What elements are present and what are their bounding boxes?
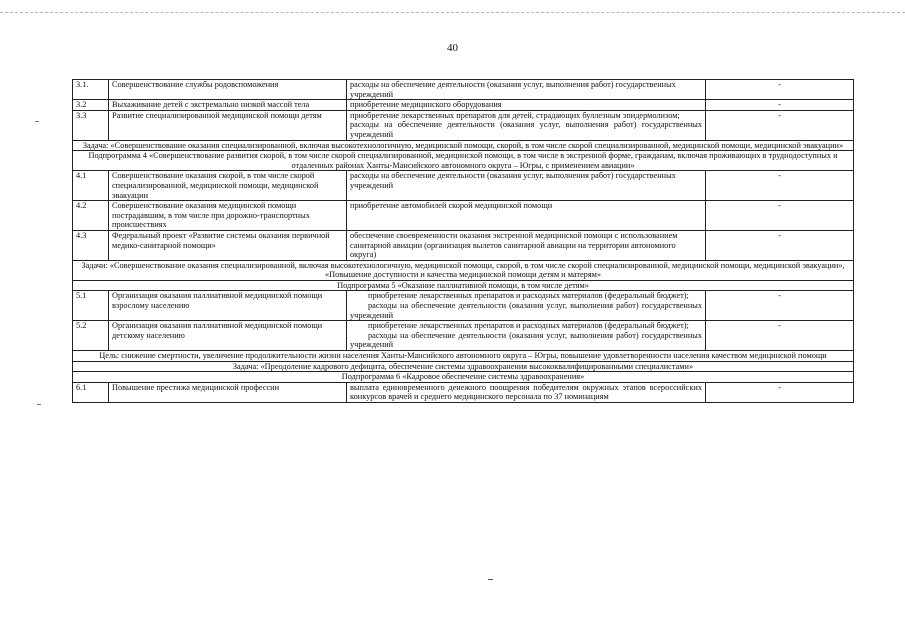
expense-direction [347,382,706,402]
measure-name: Организация оказания паллиативной медицинской помощи взрослому населению [109,291,347,321]
row-number: 5.1 [73,291,109,321]
dash-cell: - [706,201,854,231]
measure-name: Организация оказания паллиативной медицинской помощи детскому населению [109,321,347,351]
expense-direction [347,321,706,351]
table-row [73,201,854,231]
table-row [73,171,854,201]
row-number: 5.2 [73,321,109,351]
dash-cell: - [706,110,854,140]
measure-name: Выхаживание детей с экстремально низкой массой тела [109,100,347,111]
expense-direction [347,100,706,111]
page-number: 40 [447,42,458,54]
expense-item: приобретение лекарственных препаратов для детей, страдающих буллезным эпидермолизом; [350,110,680,120]
scan-top-edge [0,12,905,13]
dash-cell: - [706,100,854,111]
measure-name: Повышение престижа медицинской профессии [109,382,347,402]
program-table [72,79,854,403]
row-number: 4.1 [73,171,109,201]
expense-item: расходы на обеспечение деятельности (оказания услуг, выполнения работ) государственных учреждений [350,120,702,139]
row-number: 6.1 [73,382,109,402]
measure-name: Совершенствование службы родовспоможения [109,80,347,100]
expense-item: расходы на обеспечение деятельности (оказания услуг, выполнения работ) государственных учреждений [350,301,702,320]
row-number: 4.2 [73,201,109,231]
measure-name: Федеральный проект «Развитие системы оказания первичной медико-санитарной помощи» [109,230,347,260]
section-heading: Задачи: «Совершенствование оказания специализированной, включая высокотехнологичную, медицинской помощи, скорой, в том числе скорой специализированной, медицинской помощи, медицинской эвакуации», «Повышение доступности и качества медицинской помощи детям и матерям» [73,260,854,280]
section-row [73,372,854,383]
section-heading: Задача: «Совершенствование оказания специализированной, включая высокотехнологичную, медицинской помощи, скорой, в том числе скорой специализированной, медицинской помощи, медицинской эвакуации» [73,140,854,151]
section-heading: Подпрограмма 6 «Кадровое обеспечение системы здравоохранения» [73,372,854,383]
margin-mark [37,404,41,405]
expense-item: расходы на обеспечение деятельности (оказания услуг, выполнения работ) государственных учреждений [350,171,676,190]
margin-mark [35,121,39,122]
section-heading: Задача: «Преодоление кадрового дефицита, обеспечение системы здравоохранения высококвалифицированными специалистами» [73,361,854,372]
section-row [73,361,854,372]
measure-name: Совершенствование оказания скорой, в том числе скорой специализированной, медицинской помощи, медицинской эвакуации [109,171,347,201]
expense-direction [347,291,706,321]
row-number: 4.3 [73,230,109,260]
expense-direction [347,201,706,231]
expense-direction [347,80,706,100]
expense-item: расходы на обеспечение деятельности (оказания услуг, выполнения работ) государственных учреждений [350,80,676,99]
dash-cell: - [706,230,854,260]
expense-item: приобретение автомобилей скорой медицинской помощи [350,201,553,211]
expense-item: выплата единовременного денежного поощрения победителям окружных этапов всероссийских конкурсов врачей и среднего медицинского персонала по 37 номинациям [350,382,702,402]
expense-direction [347,171,706,201]
row-number: 3.2 [73,100,109,111]
section-row [73,351,854,362]
table-row [73,382,854,402]
table-row [73,291,854,321]
page-foot-mark [488,579,493,580]
section-heading: Цель: снижение смертности, увеличение продолжительности жизни населения Ханты-Мансийского автономного округа – Югры, повышение удовлетворенности населения качеством медицинской помощи [73,351,854,362]
table-row [73,321,854,351]
section-row [73,280,854,291]
row-number: 3.1. [73,80,109,100]
measure-name: Развитие специализированной медицинской помощи детям [109,110,347,140]
table-row [73,230,854,260]
table-row [73,80,854,100]
expense-direction [347,110,706,140]
measure-name: Совершенствование оказания медицинской помощи пострадавшим, в том числе при дорожно-транспортных происшествиях [109,201,347,231]
dash-cell: - [706,80,854,100]
section-row [73,151,854,171]
table-row [73,100,854,111]
expense-item: приобретение лекарственных препаратов и расходных материалов (федеральный бюджет); [368,291,689,301]
dash-cell: - [706,321,854,351]
section-row [73,260,854,280]
dash-cell: - [706,382,854,402]
row-number: 3.3 [73,110,109,140]
expense-direction [347,230,706,260]
expense-item: расходы на обеспечение деятельности (оказания услуг, выполнения работ) государственных учреждений [350,330,702,350]
expense-item: приобретение лекарственных препаратов и расходных материалов (федеральный бюджет); [368,321,689,331]
section-heading: Подпрограмма 5 «Оказание паллиативной помощи, в том числе детям» [73,280,854,291]
expense-item: приобретение медицинского оборудования [350,100,502,110]
dash-cell: - [706,171,854,201]
section-heading: Подпрограмма 4 «Совершенствование развития скорой, в том числе скорой специализированной, медицинской помощи, в том числе в экстренной форме, гражданам, включая проживающих в труднодоступных и отдаленных районах Ханты-Мансийского автономного округа – Югры, с применением авиации» [73,151,854,171]
section-row [73,140,854,151]
table-row [73,110,854,140]
dash-cell: - [706,291,854,321]
expense-item: обеспечение своевременности оказания экстренной медицинской помощи с использованием санитарной авиации (организация вылетов санитарной авиации на территории автономного округа) [350,230,678,260]
